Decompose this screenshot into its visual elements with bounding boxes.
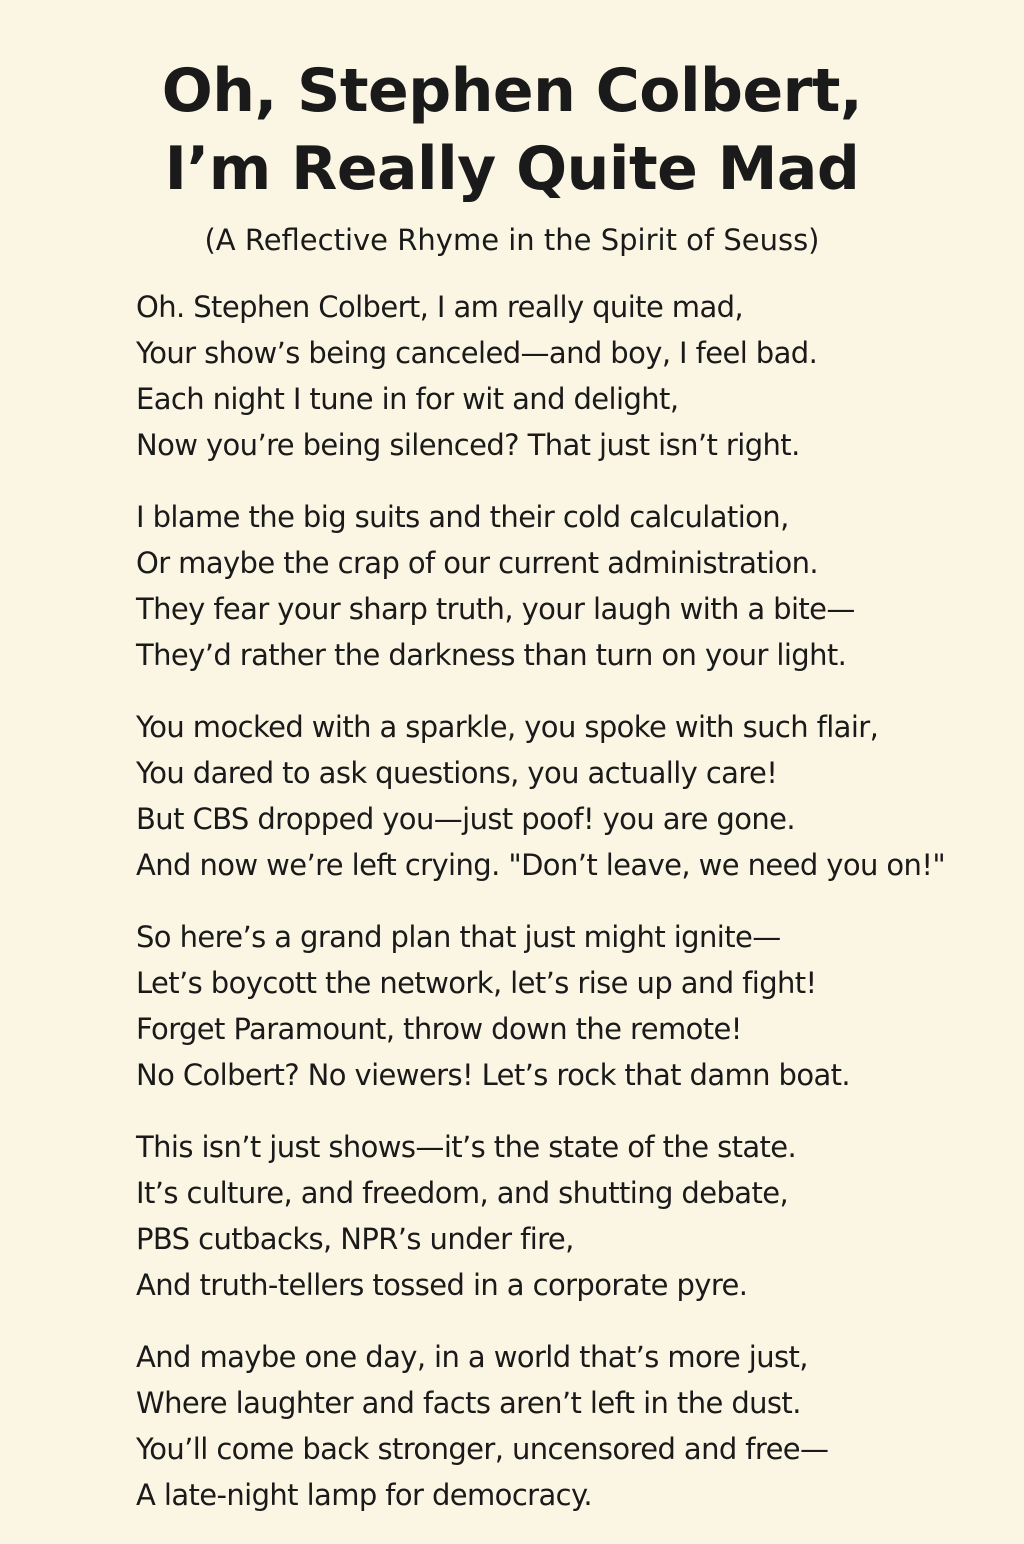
poem-line: A late-night lamp for democracy. (136, 1478, 593, 1512)
poem-line: Or maybe the crap of our current administration. (136, 546, 819, 580)
poem-subtitle: (A Reflective Rhyme in the Spirit of Seuss) (204, 223, 820, 257)
poem-line: Where laughter and facts aren’t left in the dust. (136, 1386, 801, 1420)
poem-line: I blame the big suits and their cold calculation, (136, 500, 789, 534)
poem-line: You’ll come back stronger, uncensored and free— (136, 1432, 829, 1466)
poem-line: They’d rather the darkness than turn on your light. (136, 638, 847, 672)
poem-line: And truth-tellers tossed in a corporate pyre. (136, 1268, 748, 1302)
poem-line: And now we’re left crying. "Don’t leave, we need you on!" (136, 848, 946, 882)
poem-line: And maybe one day, in a world that’s more just, (136, 1340, 808, 1374)
poem-line: Now you’re being silenced? That just isn’t right. (136, 428, 800, 462)
poem-line: This isn’t just shows—it’s the state of the state. (136, 1130, 797, 1164)
poem-line: Your show’s being canceled—and boy, I feel bad. (136, 336, 818, 370)
poem-line: PBS cutbacks, NPR’s under fire, (136, 1222, 574, 1256)
stanza-4 (136, 914, 996, 1098)
poem-line: Oh. Stephen Colbert, I am really quite mad, (136, 290, 744, 324)
poem-line: No Colbert? No viewers! Let’s rock that damn boat. (136, 1058, 851, 1092)
poem-line: You mocked with a sparkle, you spoke with such flair, (136, 710, 879, 744)
poem-line: You dared to ask questions, you actually care! (136, 756, 778, 790)
poem-line: They fear your sharp truth, your laugh with a bite— (136, 592, 855, 626)
title-line-2: I’m Really Quite Mad (164, 134, 860, 204)
poem-line: So here’s a grand plan that just might ignite— (136, 920, 781, 954)
poem-line: But CBS dropped you—just poof! you are gone. (136, 802, 796, 836)
poem-line: Let’s boycott the network, let’s rise up and fight! (136, 966, 817, 1000)
stanza-6 (136, 1334, 996, 1518)
poem-line: Forget Paramount, throw down the remote! (136, 1012, 742, 1046)
stanza-5 (136, 1124, 996, 1308)
poem-line: Each night I tune in for wit and delight, (136, 382, 679, 416)
stanza-1 (136, 284, 996, 468)
poem-body (136, 284, 996, 1544)
poem-title (0, 52, 1024, 208)
stanza-3 (136, 704, 996, 888)
poem-line: It’s culture, and freedom, and shutting debate, (136, 1176, 789, 1210)
stanza-2 (136, 494, 996, 678)
title-line-1: Oh, Stephen Colbert, (161, 56, 863, 126)
